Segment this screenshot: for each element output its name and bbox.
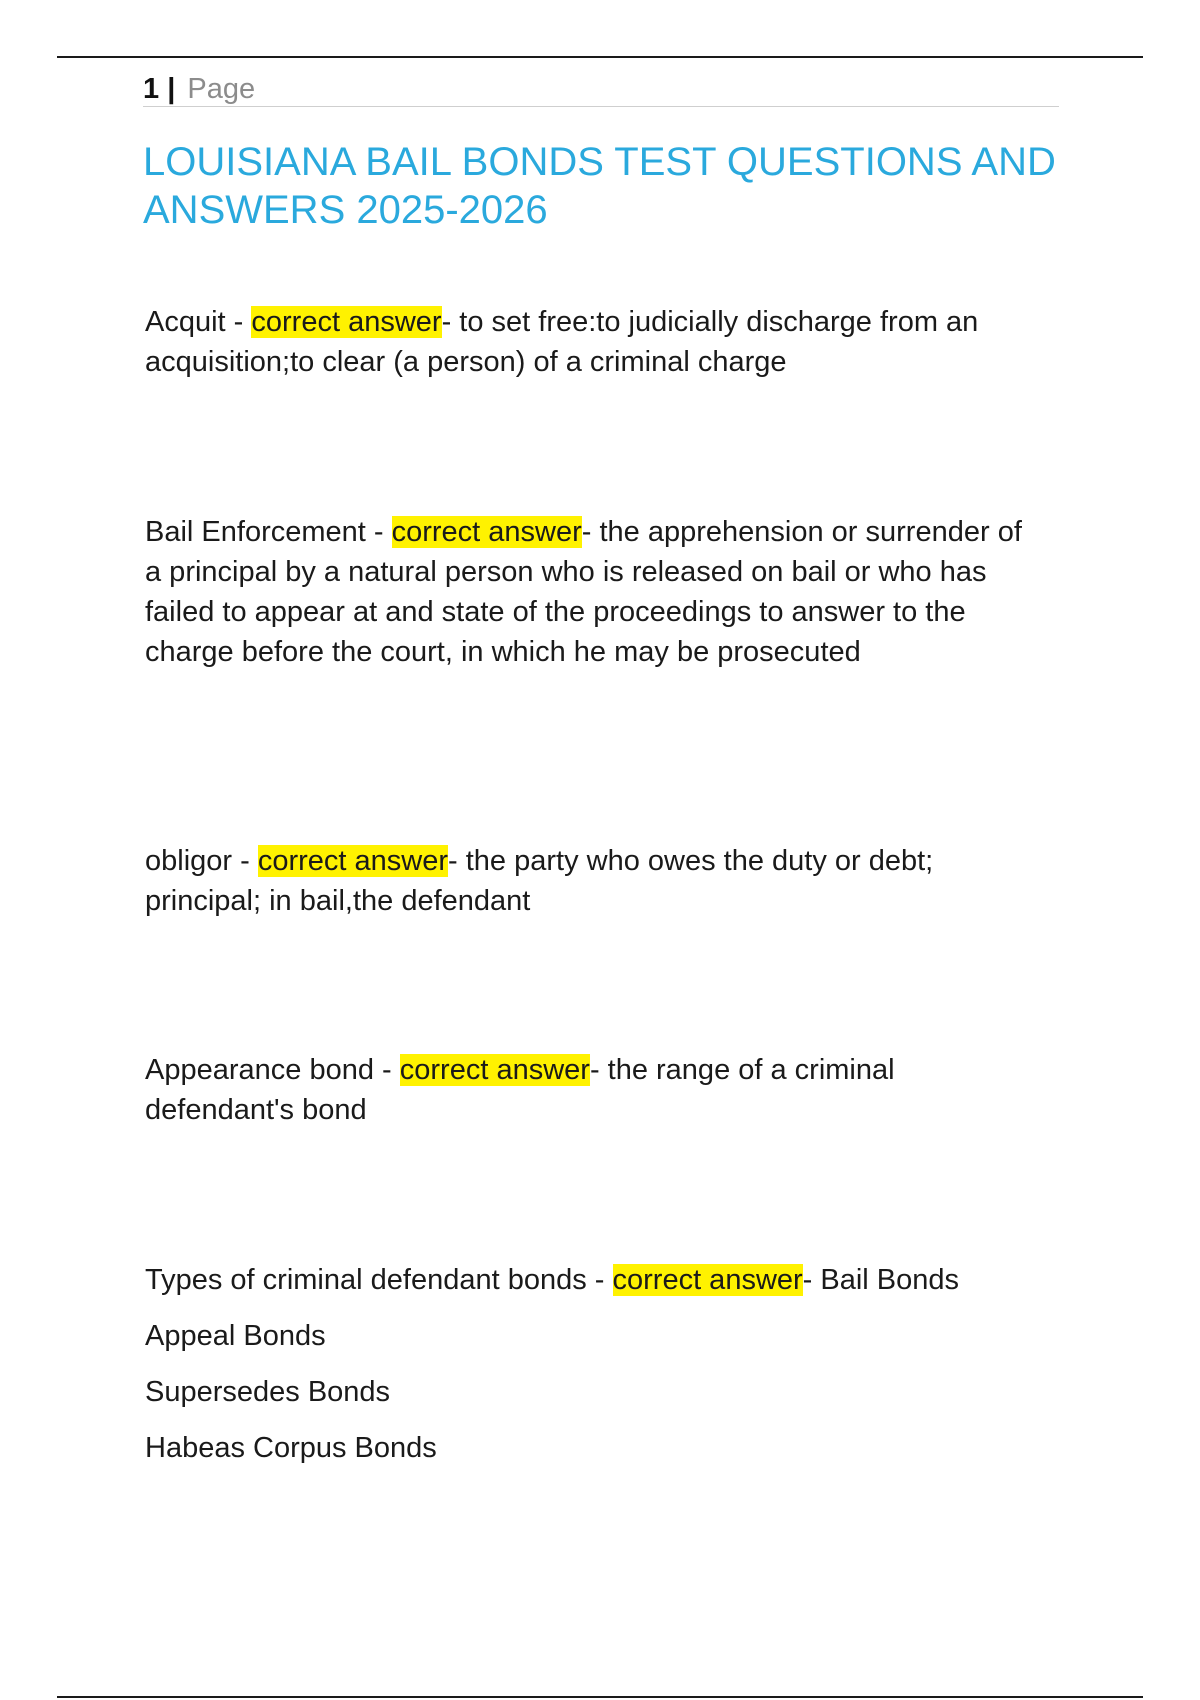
qa-entry-appearance-bond <box>145 1050 1045 1130</box>
qa-entry-acquit <box>145 302 1045 382</box>
bond-type-supersedes: Supersedes Bonds <box>145 1376 391 1408</box>
bond-type-appeal: Appeal Bonds <box>145 1320 326 1352</box>
page-header <box>143 72 1059 107</box>
page-separator: | <box>167 73 176 105</box>
entry-definition: - the party who owes the duty or debt; principal; in bail,the defendant <box>145 845 934 917</box>
qa-entry-text <box>145 512 1045 672</box>
qa-entry-text <box>145 302 1045 382</box>
document-title: LOUISIANA BAIL BONDS TEST QUESTIONS AND ANSWERS 2025-2026 <box>143 140 1056 232</box>
correct-answer-highlight: correct answer <box>612 1264 803 1296</box>
entry-dash: - <box>373 1054 400 1086</box>
entry-definition: - to set free:to judicially discharge from an acquisition;to clear (a person) of a criminal charge <box>145 306 979 378</box>
qa-entry-obligor <box>145 841 1045 921</box>
entry-term: Bail Enforcement <box>145 516 366 548</box>
correct-answer-highlight: correct answer <box>391 516 582 548</box>
entry-term: obligor <box>145 845 233 877</box>
entry-dash: - <box>365 516 392 548</box>
entry-term: Types of criminal defendant bonds <box>145 1264 587 1296</box>
page-number: 1 <box>143 73 160 105</box>
qa-entry-text <box>145 841 1045 921</box>
entry-definition: - Bail Bonds <box>802 1264 960 1296</box>
qa-entry-types-of-bonds <box>145 1260 1045 1468</box>
qa-entry-text <box>145 1050 1045 1130</box>
page-label: Page <box>187 73 256 105</box>
entry-definition: - the apprehension or surrender of a principal by a natural person who is released on bail or who has failed to appear at and state of the proceedings to answer to the charge before the court, in which he may be prosecuted <box>145 516 1022 668</box>
qa-entry-text <box>145 1260 1045 1300</box>
entry-dash: - <box>225 306 252 338</box>
entry-term: Appearance bond <box>145 1054 374 1086</box>
qa-entry-bail-enforcement <box>145 512 1045 672</box>
correct-answer-highlight: correct answer <box>399 1054 590 1086</box>
correct-answer-highlight: correct answer <box>257 845 449 877</box>
correct-answer-highlight: correct answer <box>251 306 442 338</box>
bottom-rule <box>57 1696 1143 1698</box>
entry-dash: - <box>232 845 258 877</box>
entry-term: Acquit <box>145 306 226 338</box>
entry-dash: - <box>586 1264 613 1296</box>
bond-type-habeas-corpus: Habeas Corpus Bonds <box>145 1432 437 1464</box>
entry-definition: - the range of a criminal defendant's bond <box>145 1054 895 1126</box>
top-rule <box>57 56 1143 58</box>
